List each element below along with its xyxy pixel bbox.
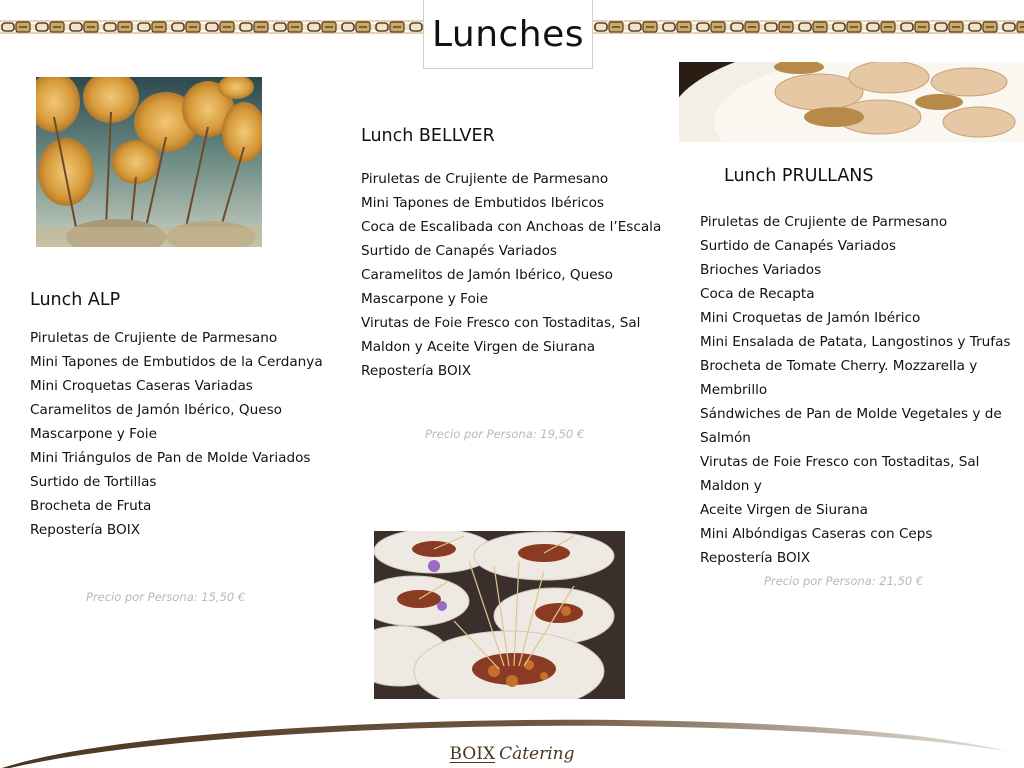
- menu-item: Aceite Virgen de Siurana: [700, 502, 868, 518]
- menu-item: Piruletas de Crujiente de Parmesano: [361, 171, 609, 187]
- menu-item: Brocheta de Tomate Cherry. Mozzarella y: [700, 358, 978, 374]
- lunch-bellver-menu: [361, 167, 671, 383]
- menu-item: Caramelitos de Jamón Ibérico, Queso: [361, 267, 613, 283]
- parmesan-crisps-photo: [36, 77, 262, 247]
- menu-item: Maldon y Aceite Virgen de Siurana: [361, 339, 596, 355]
- menu-item: Brocheta de Fruta: [30, 498, 152, 514]
- lunch-alp-title: Lunch ALP: [30, 290, 121, 310]
- menu-item: Caramelitos de Jamón Ibérico, Queso: [30, 402, 282, 418]
- page-title: Lunches: [431, 13, 585, 55]
- brand-secondary: Càtering: [499, 744, 575, 764]
- lunch-prullans-title: Lunch PRULLANS: [724, 166, 874, 186]
- lunch-alp-price: Precio por Persona: 15,50 €: [86, 590, 246, 604]
- foie-plate-photo: [679, 62, 1024, 142]
- lunch-prullans-menu: [700, 210, 1018, 570]
- menu-item: Repostería BOIX: [361, 363, 472, 379]
- lunch-bellver-price: Precio por Persona: 19,50 €: [425, 427, 585, 441]
- decorative-border-left: [0, 18, 423, 36]
- decorative-border-right: [593, 18, 1024, 36]
- menu-item: Surtido de Tortillas: [30, 474, 157, 490]
- menu-item: Repostería BOIX: [30, 522, 141, 538]
- menu-item: Mini Tapones de Embutidos de la Cerdanya: [30, 354, 323, 370]
- menu-item: Virutas de Foie Fresco con Tostaditas, Sal: [361, 315, 641, 331]
- menu-item: Mascarpone y Foie: [361, 291, 488, 307]
- lunch-bellver-title: Lunch BELLVER: [361, 126, 495, 146]
- lunch-prullans-price: Precio por Persona: 21,50 €: [764, 574, 924, 588]
- menu-item: Mini Tapones de Embutidos Ibéricos: [361, 195, 605, 211]
- menu-item: Membrillo: [700, 382, 768, 398]
- menu-item: Mini Albóndigas Caseras con Ceps: [700, 526, 933, 542]
- title-box: [423, 0, 593, 69]
- skewers-plates-photo: [374, 531, 625, 699]
- menu-item: Repostería BOIX: [700, 550, 811, 566]
- menu-item: Mini Ensalada de Patata, Langostinos y Trufas: [700, 334, 1011, 350]
- menu-item: Brioches Variados: [700, 262, 822, 278]
- menu-item: Surtido de Canapés Variados: [700, 238, 896, 254]
- menu-item: Coca de Recapta: [700, 286, 815, 302]
- menu-item: Coca de Escalibada con Anchoas de l’Escala: [361, 219, 662, 235]
- menu-item: Piruletas de Crujiente de Parmesano: [30, 330, 278, 346]
- menu-item: Mini Triángulos de Pan de Molde Variados: [30, 450, 311, 466]
- brand-primary: BOIX: [449, 744, 496, 764]
- menu-item: Sándwiches de Pan de Molde Vegetales y de: [700, 406, 1002, 422]
- menu-item: Salmón: [700, 430, 751, 446]
- lunch-alp-menu: [30, 326, 330, 542]
- menu-item: Mini Croquetas Caseras Variadas: [30, 378, 253, 394]
- menu-item: Surtido de Canapés Variados: [361, 243, 557, 259]
- menu-item: Mascarpone y Foie: [30, 426, 157, 442]
- menu-item: Mini Croquetas de Jamón Ibérico: [700, 310, 921, 326]
- brand-logo: [0, 744, 1024, 764]
- menu-item: Piruletas de Crujiente de Parmesano: [700, 214, 948, 230]
- menu-item: Virutas de Foie Fresco con Tostaditas, Sal Maldon y: [700, 454, 980, 494]
